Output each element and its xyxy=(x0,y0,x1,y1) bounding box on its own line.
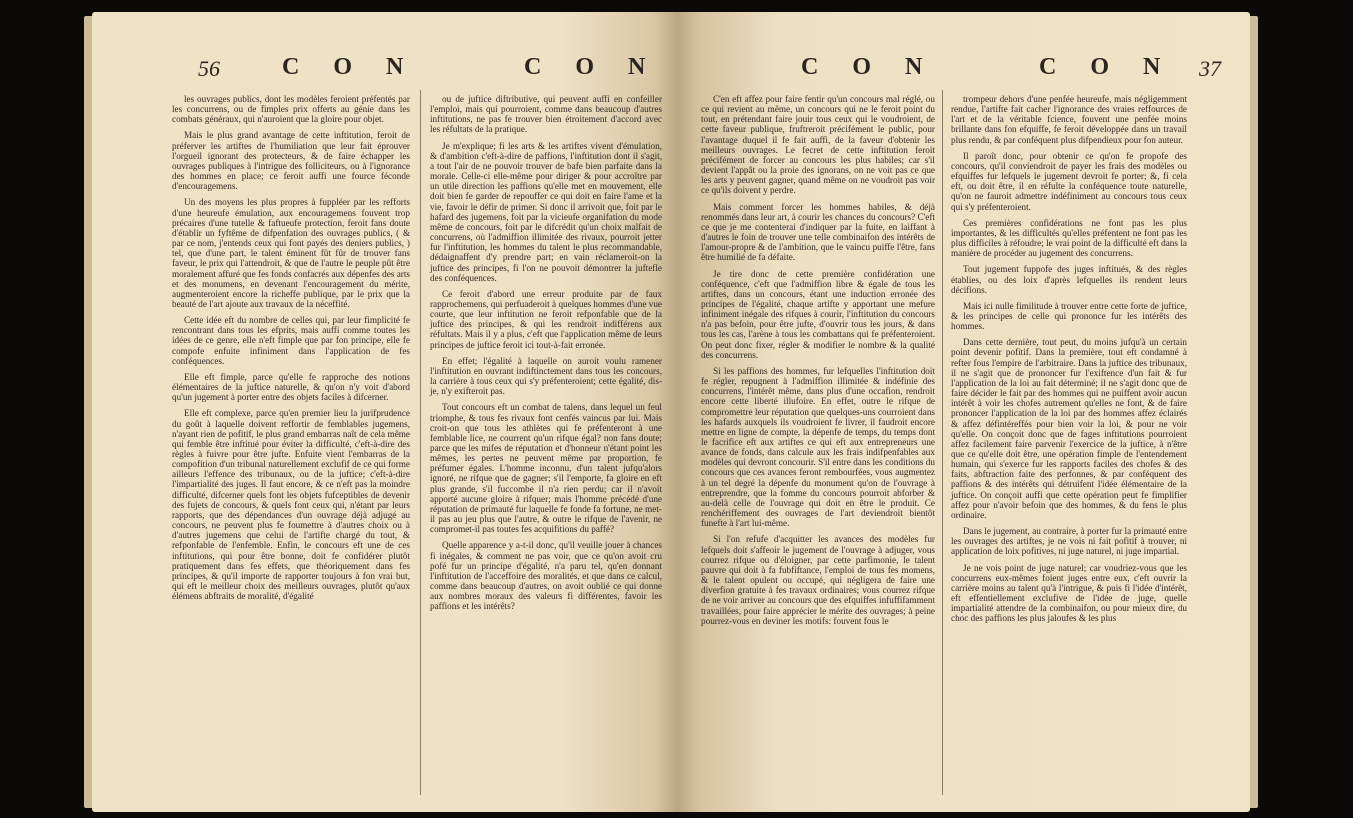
paragraph: Tout jugement fuppofe des juges inftitués, & des règles établies, ou des loix d'après lefquelles ils rendent leurs décifions. xyxy=(951,264,1187,295)
text-column-right xyxy=(951,94,1187,630)
paragraph: Mais comment forcer les hommes habiles, & déjà renommés dans leur art, à courir les chances du concours? C'eft ce que je me contenterai d'indiquer par la fuite, en laiffant à d'autres le foin de trouver une telle combinaifon des intérêts de l'amour-propre & de l'ambition, que le vaincu puiffe l'être, fans être humilié de fa défaite. xyxy=(701,201,935,263)
left-page xyxy=(92,12,677,812)
running-head: C O N xyxy=(1039,54,1175,80)
paragraph: Elle eft fimple, parce qu'elle fe rapproche des notions élémentaires de la juftice naturelle, & qu'on n'y voit d'abord qu'un jugement à porter entre des objets faciles à difcerner. xyxy=(172,371,410,403)
paragraph: Tout concours eft un combat de talens, dans lequel un feul triomphe, & tous fes rivaux font cenfés vaincus par lui. Mais croit-on que tous les athlètes qui fe préfenteront à une femblable lice, ne courrent qu'un rifque égal? non fans doute; parce que les mifes de réputation et d'honneur n'étant point les mêmes, les pertes ne peuvent même par proportion, fe préfumer égales. L'homme inconnu, d'un talent jufqu'alors ignoré, ne rifque que de gagner; s'il l'emporte, fa gloire en eft plus grande, s'il fuccombe il n'a rien perdu; car il n'avoit apporté aucune gloire à rifquer; mais l'homme précédé d'une réputation de primauté fur laquelle fe fonde fa fortune, ne met-il pas au jeu plus que l'autre, & outre le rifque de l'avenir, ne compromet-il pas toutes fes acquifitions du paffé? xyxy=(430,402,662,535)
paragraph: Je m'explique; fi les arts & les artiftes vivent d'émulation, & d'ambition c'eft-à-dire de paffions, l'inftitution dont il s'agit, a tout l'air de ne pouvoir trouver de bafe bien parfaite dans la morale. Celle-ci elle-même pour diriger & pour accroître par un utile direction les paffions qu'elle met en mouvement, elle doit bien fe garder de repouffer ce qui doit en faire l'ame et la vie, favoir le défir de primer. Si donc il arrivoit que, foit par le hafard des jugemens, foit par la vicieufe organifation du mode même de concours, foit par le difcrédit qu'un choix malfait de concurrens, où l'admiffion illimitée des rivaux, pourroit jetter fur l'inftitution, les hommes du talent le plus recommandable, dédaignaffent d'y prendre part; en vain réclameroit-on la juftice des principes, fi l'on ne pouvoit démontrer la juftefle des conféquences. xyxy=(430,140,662,283)
paragraph: Dans cette dernière, tout peut, du moins jufqu'à un certain point devenir pofitif. Dans la première, tout eft condamné à refter fous l'empire de l'arbitraire. Dans la juftice des tribunaux, il ne s'agit que de prononcer fur l'exiftence d'un fait & fur l'application de la loi au fait déterminé; il ne s'agit donc que de faire décider le fait par des hommes qui ne puiffent avoir aucun intérêt à voir les chofes autrement qu'elles ne font, & de faire prononcer l'application de la loi par des hommes affez éclairés & affez défintéreffés pour bien voir la loi, & pour ne voir qu'elle. On conçoit donc que de fages inftitutions pourroient affez facilement faire parvenir l'exercice de la juftice, à n'être que ce qu'elle doit être, une opération fimple de l'entendement humain, qui s'exerce fur les rapports faciles des chofes & des faits, abftraction faite des perfonnes, & par conféquent des paffions & des intérêts qui détruifent l'idée élémentaire de la juftice. On conçoit auffi que cette opération peut fe fimplifier affez pour n'avoir befoin que des hommes, & du fens le plus ordinaire. xyxy=(951,337,1187,520)
paragraph: ou de juftice diftributive, qui peuvent auffi en confeiller l'emploi, mais qui pourroient, comme dans beaucoup d'autres inftitutions, ne pas fe trouver bien étroitement d'accord avec les réfultats de la pratique. xyxy=(430,94,662,135)
page-number: 37 xyxy=(1199,56,1221,81)
paragraph: Je ne vois point de juge naturel; car voudriez-vous que les concurrens eux-mêmes foient juges entre eux, c'eft ouvrir la carrière moins au talent qu'à l'intrigue, & puis fi l'idée d'intérêt, eft effentiellement exclufive de l'idée de juge, quelle impartialité attendre de la combinaifon, ou pour mieux dire, du choc des paffions les plus jaloufes & les plus xyxy=(951,562,1187,624)
paragraph: Dans le jugement, au contraire, à porter fur la primauté entre les ouvrages des artiftes, je ne vois ni fait pofitif à trouver, ni application de loix pofitives, ni juge naturel, ni juge impartial. xyxy=(951,526,1187,557)
right-page xyxy=(677,12,1250,812)
text-column-left xyxy=(172,94,410,607)
paragraph: Ces premières confidérations ne font pas les plus importantes, & les difficultés qu'elles préfentent ne font pas les plus difficiles à réfoudre; le vrai point de la difficulté eft dans la manière de procéder au jugement des concurrens. xyxy=(951,217,1187,259)
paragraph: trompeur dehors d'une penfée heureufe, mais négligemment rendue, l'artifte fait cacher l'ignorance des vraies reffources de l'art et de la véritable fcience, fouvent une penfée moins brillante dans fon efquiffe, fe feroit développée dans un travail plus rendu, & par conféquent plus difpendieux pour fon auteur. xyxy=(951,94,1187,145)
paragraph: Il paroît donc, pour obtenir ce qu'on fe propofe des concours, qu'il conviendroit de payer les frais des modèles ou efquiffes fur lefquels le jugement devroit fe porter; &, fi cela eft, ou doit être, il en réfulte la conféquence toute naturelle, qu'on ne fauroit admettre indéfiniment au concours tous ceux qui s'y préfenteroient. xyxy=(951,150,1187,212)
running-head: C O N xyxy=(801,54,937,80)
paragraph: Si l'on refufe d'acquitter les avances des modèles fur lefquels doit s'affeoir le jugement de l'ouvrage à adjuger, vous courrez rifque ou d'éloigner, par cette parfimonie, le talent pauvre qui doit à fa fubfiftance, l'emploi de tous fes momens, & le talent opulent ou occupé, qui négligera de faire une diverfion gratuite à fes travaux ordinaires; vous courrez rifque de ne voir arriver au concours que des efquiffes infuffifamment travaillées, pour faire apprécier le mérite des ouvrages; à peine pourrez-vous en deviner les motifs: fouvent fous le xyxy=(701,534,935,626)
paragraph: Cette idée eft du nombre de celles qui, par leur fimplicité fe rencontrant dans tous les efprits, mais auffi comme toutes les idées de ce genre, elle n'eft fimple que par fon principe, elle fe compofe enfuite infiniment dans l'application de fes conféquences. xyxy=(172,315,410,366)
paragraph: Mais le plus grand avantage de cette inftitution, feroit de préferver les artiftes de l'humiliation que leur fait éprouver l'orgueil ignorant des protecteurs, & de faire échapper les ouvrages publiques à l'intrigue des folliciteurs, ou à l'ignorance des hommes en place; ce feroit auffi une fource féconde d'encouragemens. xyxy=(172,130,410,192)
right-page-header xyxy=(677,52,1250,86)
paragraph: les ouvrages publics, dont les modèles feroient préfentés par les concurrens, ou de fimples prix offerts au génie dans les combats généraux, qui n'auroient que la gloire pour objet. xyxy=(172,94,410,125)
paragraph: Elle eft complexe, parce qu'en premier lieu la jurifprudence du goût à laquelle doivent reffortir de femblables jugemens, n'ayant rien de pofitif, le plus grand embarras naît de cela même qui femble être inftitué pour éviter la difficulté, c'eft-à-dire des règles à fuivre pour être jufte. Enfuite vient l'embarras de la compofition d'un tribunal naturellement exclufif de ce qui forme ailleurs l'effence des tribunaux, ou de la juftice; c'eft-à-dire l'impartialité des juges. Il faut encore, & ce n'eft pas la moindre difficulté, difcerner quels font les objets fufceptibles de devenir des fujets de concours, & quels font ceux qui, n'étant par leurs rapports, que des dépendances d'un ouvrage déjà adjugé au concours, ne peuvent plus fe foumettre à d'autres choix ou à d'autres jugemens que celui de l'artifte chargé du tout, & refponfable de l'enfemble. Enfin, le concours eft une de ces inftitutions, qui pour être bonne, doit fe confidérer plutôt pratiquement dans fes effets, que théoriquement dans fes principes, & qu'il importe de rapporter toujours à fon vrai but, qui eft le meilleur choix des meilleurs ouvrages, plutôt qu'aux élémens abftraits de moralité, d'égalité xyxy=(172,408,410,602)
paragraph: En effet; l'égalité à laquelle on auroit voulu ramener l'inftitution en ouvrant indiftinctement dans tous les concours, la carrière à tous ceux qui s'y préfenteroient; cette égalité, dis-je, n'y exifteroit pas. xyxy=(430,355,662,397)
left-page-header xyxy=(92,52,677,86)
paragraph: Je tire donc de cette première confidération une conféquence, c'eft que l'admiffion libre & égale de tous les artiftes, dans un concours, étant une induction erronée des principes de l'égalité, chaque artifte y apportant une mefure infiniment inégale des rifques à courir, l'inftitution du concours n'a pas befoin, pour être jufte, d'ouvrir tous les jours, & dans tous les cas, l'arène à tous les combattans qui fe préfenteroient. On peut donc fixer, régler & modifier le nombre & la qualité des concurrens. xyxy=(701,268,935,360)
column-rule xyxy=(942,90,943,795)
paragraph: Quelle apparence y a-t-il donc, qu'il veuille jouer à chances fi inégales, & comment ne pas voir, que ce qu'on avoit cru pofé fur un principe d'égalité, n'a paru tel, qu'en donnant l'inftitution de l'acceffoire des moralités, et que dans ce calcul, comme dans beaucoup d'autres, on avoit oublié ce qui donne aux nombres moraux des valeurs fi différentes, favoir les paffions et les intérêts? xyxy=(430,540,662,612)
running-head: C O N xyxy=(282,54,418,80)
paragraph: Un des moyens les plus propres à fuppléer par les refforts d'une heureufe émulation, aux encouragemens fouvent trop précaires d'une tutelle & faftueufe protection, feroit fans doute d'établir un fyftême de difpenfation des ouvrages publics, ( & par ce nom, j'entends ceux qui font payés des deniers publics, ) tel, que d'une part, le talent éminent fût fûr de trouver fans faveur, le prix qui l'attendroit, & que de l'autre le peuple pût être moralement affuré que fes fonds confacrés aux dépenfes des arts et des monumens, en devenant l'encouragement du mérite, augmenteroient encore la richeffe publique, par le prix que la beauté de l'art ajoute aux travaux de la néceffité. xyxy=(172,197,410,309)
paragraph: C'en eft affez pour faire fentir qu'un concours mal réglé, ou ce qui revient au même, un concours qui ne le feroit point du tout, en prétendant faire jouir tous ceux qui le voudroient, de cette faveur publique, fruftreroit précifément le public, pour l'avantage duquel il fe fait auffi, de la faveur d'obtenir les meilleurs ouvrages. Le fecret de cette inftitution feroit précifément de forcer au concours les plus habiles; car s'il devient l'appât ou la proie des ignorans, on ne voit pas ce que les arts y peuvent gagner, quand même on ne voudroit pas voir ce qu'ils doivent y perdre. xyxy=(701,94,935,196)
text-column-left xyxy=(701,94,935,632)
page-number: 56 xyxy=(198,56,220,81)
paragraph: Ce feroit d'abord une erreur produite par de faux rapprochemens, qui perfuaderoit à quelques hommes d'une vue courte, que leur inftitution ne feroit refponfable que de la juftice des principes, & qui les rendroit indifférens aux réfultats. Mais il y a plus, c'eft que l'application même de leurs principes de juftice feroit ici tout-à-fait erronée. xyxy=(430,288,662,350)
column-rule xyxy=(420,90,421,795)
text-column-right xyxy=(430,94,662,618)
paragraph: Mais ici nulle fimilitude à trouver entre cette forte de juftice, & les principes de celle qui prononce fur les intérêts des hommes. xyxy=(951,300,1187,332)
running-head: C O N xyxy=(524,54,660,80)
paragraph: Si les paffions des hommes, fur lefquelles l'inftitution doit fe régler, repugnent à l'admiffion illimitée & indéfinie des concurrens, l'intérêt même, dans plus d'une occafion, rendroit encore cette liberté illufoire. En effet, outre le rifque de compromettre leur réputation que quelques-uns courroient dans les hafards auxquels ils voudroient fe livrer, il faudroit encore mettre en ligne de compte, la dépenfe de temps, du temps dont le facrifice eft aux artiftes ce qui eft aux entrepreneurs une avance de fonds, dans calcule aux les frais indifpenfables aux modèles qui devront concourir. S'il entre dans les conditions du concours que ces avances feront rembourfées, vous augmentez à un tel degré la dépenfe du monument qu'on de l'ouvrage à entreprendre, que la fomme du concours pourroit abforber & au-delà celle de l'ouvrage qui doit en être le produit. Ce renchériffement des ouvrages de l'art deviendroit bientôt funefte à l'art lui-même. xyxy=(701,365,935,529)
